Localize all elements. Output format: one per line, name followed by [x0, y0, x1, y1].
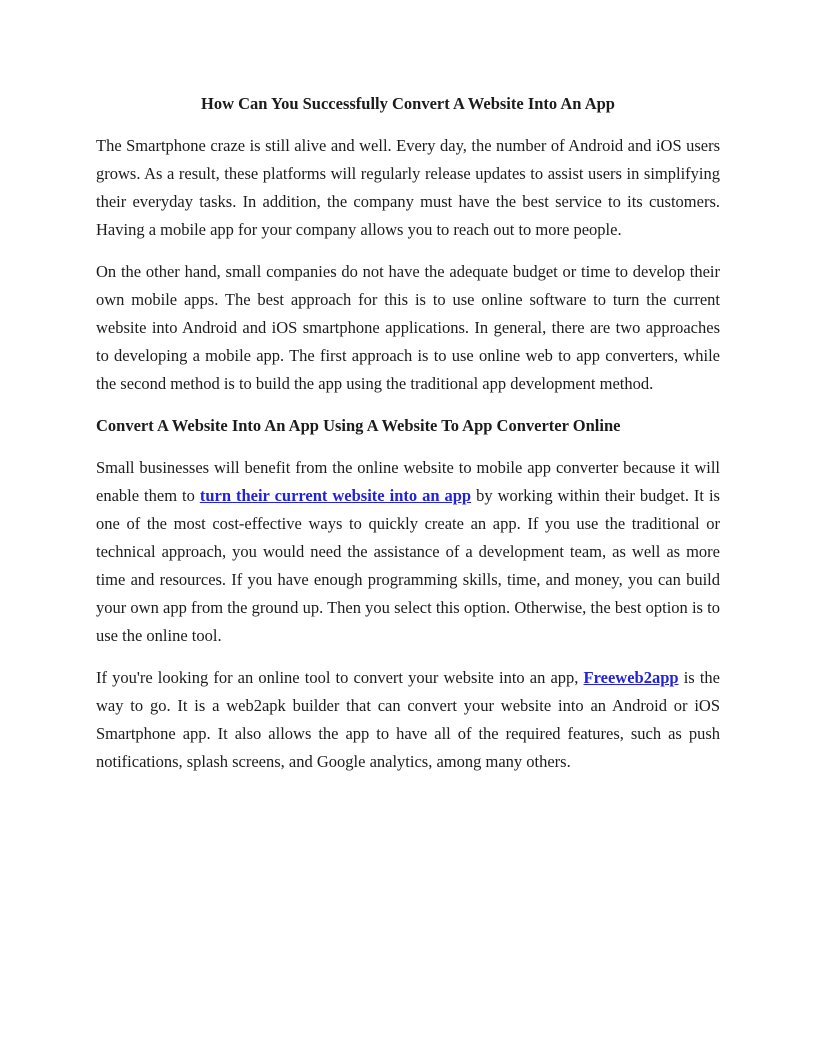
section-heading: Convert A Website Into An App Using A Website To App Converter Online: [96, 416, 621, 435]
paragraph-converter-text-before: Small businesses will benefit from the online website to mobile app converter because it will enable them to: [96, 458, 720, 505]
paragraph-freeweb2app-text-after: is the way to go. It is a web2apk builder that can convert your website into an Android or iOS Smartphone app. It also allows the app to have all of the required features, such as push notifications, splash screens, and Google analytics, among many others.: [96, 668, 720, 771]
paragraph-approaches: On the other hand, small companies do not have the adequate budget or time to develop their own mobile apps. The best approach for this is to use online software to turn the current website into Android and iOS smartphone applications. In general, there are two approaches to developing a mobile app. The first approach is to use online web to app converters, while the second method is to build the app using the traditional app development method.: [96, 262, 720, 393]
paragraph-freeweb2app-text-before: If you're looking for an online tool to convert your website into an app,: [96, 668, 584, 687]
link-freeweb2app[interactable]: Freeweb2app: [583, 668, 679, 687]
document-title: How Can You Successfully Convert A Website Into An App: [201, 94, 615, 113]
paragraph-intro: The Smartphone craze is still alive and well. Every day, the number of Android and iOS users grows. As a result, these platforms will regularly release updates to assist users in simplifying their everyday tasks. In addition, the company must have the best service to its customers. Having a mobile app for your company allows you to reach out to more people.: [96, 136, 720, 239]
link-turn-current-website-into-an-app[interactable]: turn their current website into an app: [199, 486, 472, 505]
paragraph-converter-text-after: by working within their budget. It is one of the most cost-effective ways to quickly create an app. If you use the traditional or technical approach, you would need the assistance of a development team, as well as more time and resources. If you have enough programming skills, time, and money, you can build your own app from the ground up. Then you select this option. Otherwise, the best option is to use the online tool.: [96, 486, 720, 645]
paragraph-converter: [96, 454, 720, 650]
paragraph-freeweb2app: [96, 664, 720, 776]
